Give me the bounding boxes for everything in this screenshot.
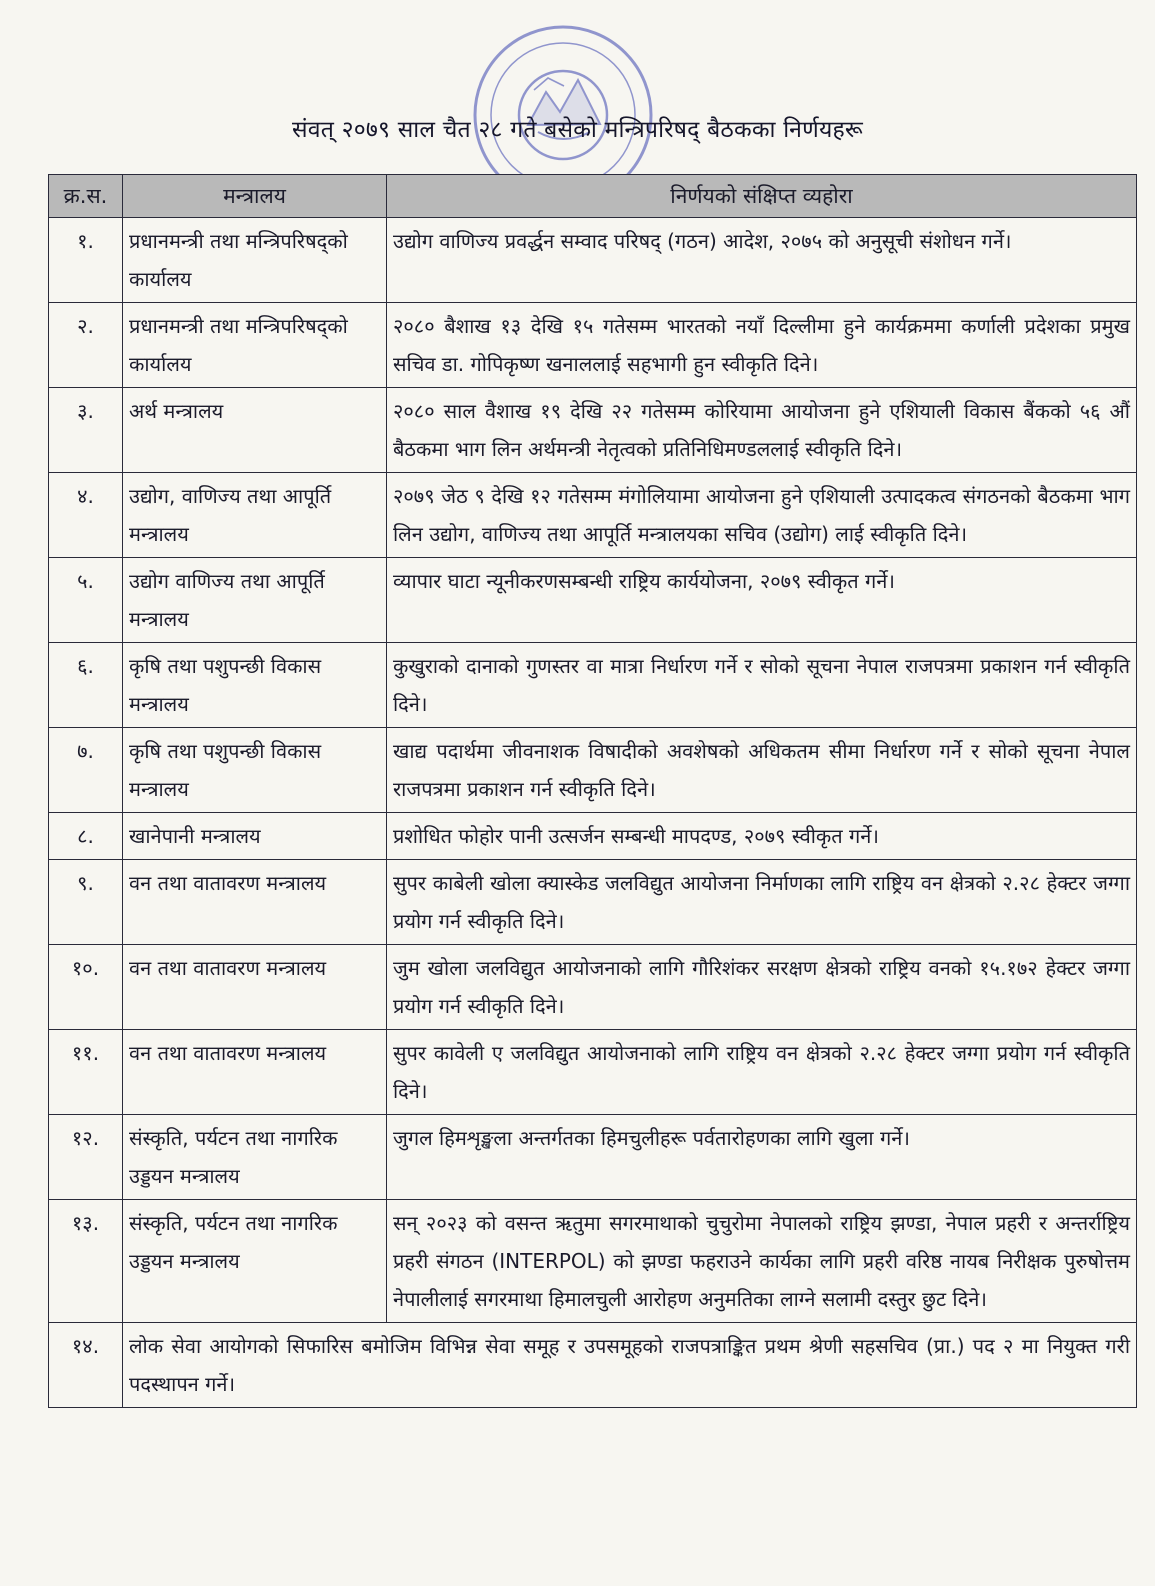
row-sn: ५. (49, 558, 123, 643)
row-sn: १०. (49, 945, 123, 1030)
row-summary: प्रशोधित फोहोर पानी उत्सर्जन सम्बन्धी मापदण्ड, २०७९ स्वीकृत गर्ने। (387, 813, 1137, 860)
row-ministry: उद्योग वाणिज्य तथा आपूर्ति मन्त्रालय (123, 558, 387, 643)
row-summary: व्यापार घाटा न्यूनीकरणसम्बन्धी राष्ट्रिय कार्ययोजना, २०७९ स्वीकृत गर्ने। (387, 558, 1137, 643)
table-row (49, 728, 1137, 813)
row-ministry: कृषि तथा पशुपन्छी विकास मन्त्रालय (123, 643, 387, 728)
table-row-merged (49, 1323, 1137, 1408)
row-summary: उद्योग वाणिज्य प्रवर्द्धन सम्वाद परिषद् (गठन) आदेश, २०७५ को अनुसूची संशोधन गर्ने। (387, 218, 1137, 303)
row-sn: १. (49, 218, 123, 303)
row-sn: १२. (49, 1115, 123, 1200)
row-summary: सुपर कावेली ए जलविद्युत आयोजनाको लागि राष्ट्रिय वन क्षेत्रको २.२८ हेक्टर जग्गा प्रयोग गर्न स्वीकृति दिने। (387, 1030, 1137, 1115)
table-row (49, 218, 1137, 303)
row-ministry: संस्कृति, पर्यटन तथा नागरिक उड्डयन मन्त्रालय (123, 1115, 387, 1200)
table-row (49, 473, 1137, 558)
decisions-table (48, 174, 1137, 1408)
table-row (49, 388, 1137, 473)
row-sn: ३. (49, 388, 123, 473)
row-ministry: खानेपानी मन्त्रालय (123, 813, 387, 860)
table-row (49, 1200, 1137, 1323)
header-ministry: मन्त्रालय (123, 175, 387, 218)
table-row (49, 1030, 1137, 1115)
row-ministry: कृषि तथा पशुपन्छी विकास मन्त्रालय (123, 728, 387, 813)
row-summary: २०८० साल वैशाख १९ देखि २२ गतेसम्म कोरियामा आयोजना हुने एशियाली विकास बैंकको ५६ औं बैठकमा भाग लिन अर्थमन्त्री नेतृत्वको प्रतिनिधिमण्डललाई स्वीकृति दिने। (387, 388, 1137, 473)
header-sn: क्र.स. (49, 175, 123, 218)
table-row (49, 558, 1137, 643)
row-sn: १३. (49, 1200, 123, 1323)
row-ministry: वन तथा वातावरण मन्त्रालय (123, 945, 387, 1030)
table-row (49, 643, 1137, 728)
row-summary: २०८० बैशाख १३ देखि १५ गतेसम्म भारतको नयाँ दिल्लीमा हुने कार्यक्रममा कर्णाली प्रदेशका प्रमुख सचिव डा. गोपिकृष्ण खनाललाई सहभागी हुन स्वीकृति दिने। (387, 303, 1137, 388)
row-sn: ८. (49, 813, 123, 860)
row-summary: सन् २०२३ को वसन्त ऋतुमा सगरमाथाको चुचुरोमा नेपालको राष्ट्रिय झण्डा, नेपाल प्रहरी र अन्तर्राष्ट्रिय प्रहरी संगठन (INTERPOL) को झण्डा फहराउने कार्यका लागि प्रहरी वरिष्ठ नायब निरीक्षक पुरुषोत्तम नेपालीलाई सगरमाथा हिमालचुली आरोहण अनुमतिका लाग्ने सलामी दस्तुर छुट दिने। (387, 1200, 1137, 1323)
table-row (49, 1115, 1137, 1200)
row-ministry: उद्योग, वाणिज्य तथा आपूर्ति मन्त्रालय (123, 473, 387, 558)
row-summary: सुपर काबेली खोला क्यास्केड जलविद्युत आयोजना निर्माणका लागि राष्ट्रिय वन क्षेत्रको २.२८ हेक्टर जग्गा प्रयोग गर्न स्वीकृति दिने। (387, 860, 1137, 945)
table-row (49, 813, 1137, 860)
row-summary: जुगल हिमशृङ्खला अन्तर्गतका हिमचुलीहरू पर्वतारोहणका लागि खुला गर्ने। (387, 1115, 1137, 1200)
row-ministry: प्रधानमन्त्री तथा मन्त्रिपरिषद्को कार्यालय (123, 303, 387, 388)
row-ministry: वन तथा वातावरण मन्त्रालय (123, 1030, 387, 1115)
row-summary: जुम खोला जलविद्युत आयोजनाको लागि गौरिशंकर सरक्षण क्षेत्रको राष्ट्रिय वनको १५.१७२ हेक्टर जग्गा प्रयोग गर्न स्वीकृति दिने। (387, 945, 1137, 1030)
row-sn: ६. (49, 643, 123, 728)
page-title: संवत् २०७९ साल चैत २८ गते बसेको मन्त्रिपरिषद् बैठकका निर्णयहरू (292, 117, 863, 143)
row-sn: ११. (49, 1030, 123, 1115)
row-summary: खाद्य पदार्थमा जीवनाशक विषादीको अवशेषको अधिकतम सीमा निर्धारण गर्ने र सोको सूचना नेपाल राजपत्रमा प्रकाशन गर्न स्वीकृति दिने। (387, 728, 1137, 813)
row-sn: २. (49, 303, 123, 388)
row-sn: १४. (49, 1323, 123, 1408)
table-row (49, 945, 1137, 1030)
header-summary: निर्णयको संक्षिप्त व्यहोरा (387, 175, 1137, 218)
row-sn: ४. (49, 473, 123, 558)
table-row (49, 860, 1137, 945)
table-row (49, 303, 1137, 388)
table-header-row (49, 175, 1137, 218)
row-summary: कुखुराको दानाको गुणस्तर वा मात्रा निर्धारण गर्ने र सोको सूचना नेपाल राजपत्रमा प्रकाशन गर्न स्वीकृति दिने। (387, 643, 1137, 728)
row-ministry: वन तथा वातावरण मन्त्रालय (123, 860, 387, 945)
row-summary: लोक सेवा आयोगको सिफारिस बमोजिम विभिन्न सेवा समूह र उपसमूहको राजपत्राङ्कित प्रथम श्रेणी सहसचिव (प्रा.) पद २ मा नियुक्त गरी पदस्थापन गर्ने। (123, 1323, 1137, 1408)
row-sn: ७. (49, 728, 123, 813)
row-sn: ९. (49, 860, 123, 945)
row-ministry: संस्कृति, पर्यटन तथा नागरिक उड्डयन मन्त्रालय (123, 1200, 387, 1323)
row-summary: २०७९ जेठ ९ देखि १२ गतेसम्म मंगोलियामा आयोजना हुने एशियाली उत्पादकत्व संगठनको बैठकमा भाग लिन उद्योग, वाणिज्य तथा आपूर्ति मन्त्रालयका सचिव (उद्योग) लाई स्वीकृति दिने। (387, 473, 1137, 558)
row-ministry: प्रधानमन्त्री तथा मन्त्रिपरिषद्को कार्यालय (123, 218, 387, 303)
row-ministry: अर्थ मन्त्रालय (123, 388, 387, 473)
